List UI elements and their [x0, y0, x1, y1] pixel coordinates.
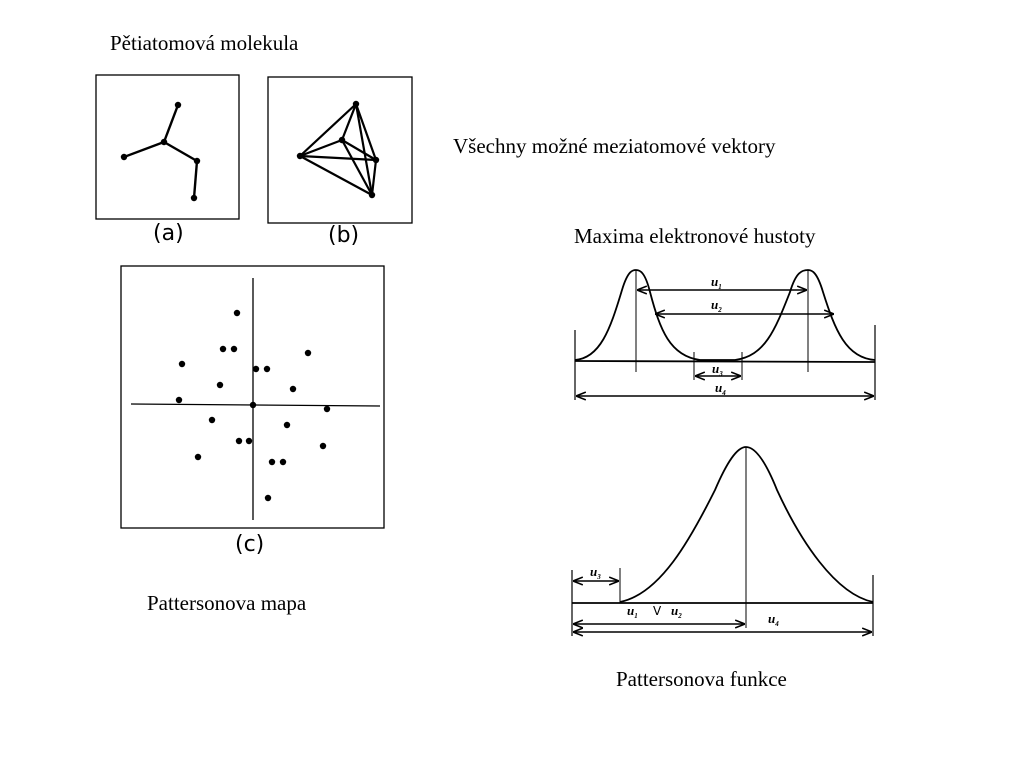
caption-vectors: Všechny možné meziatomové vektory — [453, 134, 776, 158]
u4-label: $u_4$ — [715, 380, 726, 397]
atom — [175, 102, 181, 108]
caption-patterson-map: Pattersonova mapa — [147, 591, 307, 615]
density-baseline — [575, 361, 875, 362]
atom — [369, 192, 375, 198]
patterson-peak — [234, 310, 240, 316]
function-u2-label: $u_2$ — [671, 603, 682, 620]
atom — [353, 101, 359, 107]
function-u1-label: $u_1$ — [627, 603, 638, 620]
patterson-peak — [280, 459, 286, 465]
patterson-peak — [269, 459, 275, 465]
molecule-atoms — [121, 102, 200, 201]
patterson-peak — [246, 438, 252, 444]
vectors-panel — [268, 77, 412, 223]
patterson-peak — [265, 495, 271, 501]
function-u3-label: $u_3$ — [590, 564, 601, 581]
patterson-peak — [209, 417, 215, 423]
patterson-map-panel — [121, 266, 384, 528]
patterson-peak — [179, 361, 185, 367]
molecule-frame — [96, 75, 239, 219]
electron-density-plot — [575, 270, 875, 400]
patterson-peak — [324, 406, 330, 412]
panel-label-c: (c) — [235, 532, 265, 557]
vectors-frame — [268, 77, 412, 223]
caption-density-maxima: Maxima elektronové hustoty — [574, 224, 816, 248]
molecule-panel — [96, 75, 239, 219]
patterson-peak — [284, 422, 290, 428]
patterson-peak — [195, 454, 201, 460]
atom — [121, 154, 127, 160]
patterson-peak — [305, 350, 311, 356]
u3-label: $u_3$ — [712, 361, 723, 378]
function-u4-label: $u_4$ — [768, 611, 779, 628]
patterson-peak — [320, 443, 326, 449]
atom — [339, 137, 345, 143]
patterson-function-plot — [572, 447, 873, 636]
atom — [161, 139, 167, 145]
atom — [373, 157, 379, 163]
caption-molecule: Pětiatomová molekula — [110, 31, 299, 55]
patterson-peak — [176, 397, 182, 403]
vector-lines — [300, 104, 376, 195]
patterson-peak — [217, 382, 223, 388]
or-symbol: V — [653, 604, 662, 618]
panel-label-b: (b) — [328, 223, 360, 248]
caption-patterson-function: Pattersonova funkce — [616, 667, 787, 691]
atom — [191, 195, 197, 201]
patterson-peak — [290, 386, 296, 392]
u1-label: $u_1$ — [711, 274, 722, 291]
patterson-peak — [253, 366, 259, 372]
patterson-peak — [220, 346, 226, 352]
u2-label: $u_2$ — [711, 297, 722, 314]
patterson-peak — [250, 402, 256, 408]
atom — [194, 158, 200, 164]
patterson-peak — [231, 346, 237, 352]
patterson-peak — [236, 438, 242, 444]
atom — [297, 153, 303, 159]
patterson-peak — [264, 366, 270, 372]
panel-label-a: (a) — [153, 221, 184, 246]
molecule-bonds — [124, 105, 197, 198]
density-curve — [575, 270, 875, 360]
